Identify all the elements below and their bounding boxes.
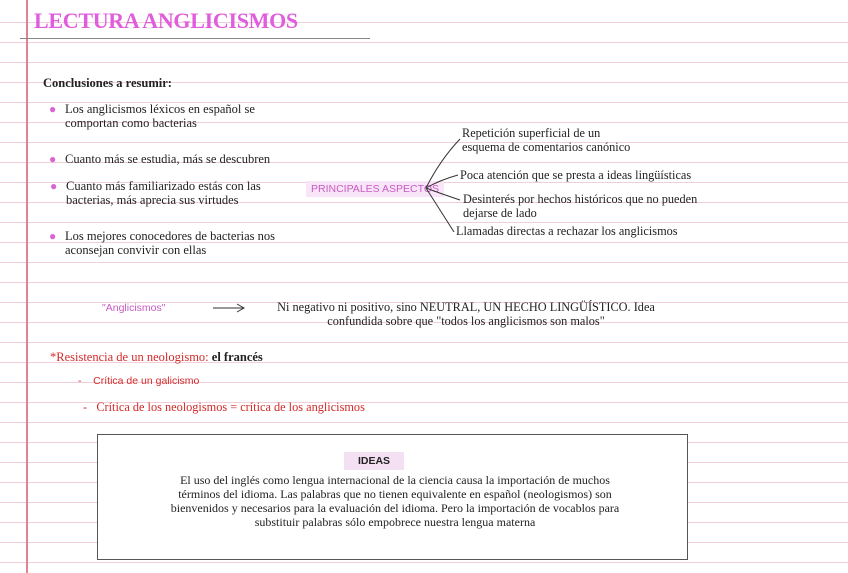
resistance-heading (50, 350, 263, 364)
conclusions-heading: Conclusiones a resumir: (43, 76, 172, 90)
definition-line: confundida sobre que "todos los anglicismos son malos" (327, 314, 605, 328)
bullet-dot-icon: ● (50, 179, 58, 193)
ideas-line: términos del idioma. Las palabras que no tienen equivalente en español (neologismos) son (178, 487, 612, 501)
ideas-label: IDEAS (344, 452, 404, 470)
ideas-line: El uso del inglés como lengua internacional de la ciencia causa la importación de muchos (180, 473, 610, 487)
aspect-line: Repetición superficial de un (462, 126, 601, 140)
conclusion-line: Los mejores conocedores de bacterias nos (65, 229, 275, 243)
definition-line: Ni negativo ni positivo, sino NEUTRAL, UN HECHO LINGÜÍSTICO. Idea (277, 300, 655, 314)
ideas-line: substituir palabras sólo empobrece nuestra lengua materna (254, 515, 536, 529)
resistance-heading-bold: el francés (211, 350, 263, 364)
bullet-dot-icon: ● (49, 152, 57, 166)
page-title: LECTURA ANGLICISMOS (34, 8, 298, 33)
conclusion-line: Los anglicismos léxicos en español se (65, 102, 255, 116)
aspect-branch (462, 126, 630, 154)
aspect-line: dejarse de lado (463, 206, 537, 220)
anglicismos-label: "Anglicismos" (102, 302, 166, 314)
bullet-dot-icon: ● (49, 102, 57, 116)
bullet-dot-icon: ● (49, 229, 57, 243)
conclusion-line: aconsejan convivir con ellas (65, 243, 207, 257)
aspect-branch (463, 192, 697, 220)
resistance-heading-text: *Resistencia de un neologismo: (50, 350, 209, 364)
aspect-line: Poca atención que se presta a ideas lingüísticas (460, 168, 692, 182)
resistance-sub-item: - Crítica de un galicismo (78, 375, 200, 387)
conclusion-line: bacterias, más aprecia sus virtudes (66, 193, 239, 207)
conclusion-line: Cuanto más familiarizado estás con las (66, 179, 261, 193)
resistance-sub-item: - Crítica de los neologismos = crítica de los anglicismos (83, 400, 365, 414)
aspect-branch (460, 168, 691, 182)
principal-aspects-label: PRINCIPALES ASPECTOS (306, 181, 444, 197)
aspect-line: Desinterés por hechos históricos que no pueden (463, 192, 698, 206)
anglicismos-definition (266, 300, 666, 328)
conclusion-line: comportan como bacterias (65, 116, 197, 130)
ideas-line: bienvenidos y necesarios para la evaluación del idioma. Pero la importación de vocablos para (170, 501, 620, 515)
ideas-paragraph (140, 473, 650, 529)
aspect-branch (456, 224, 678, 238)
conclusion-line: Cuanto más se estudia, más se descubren (65, 152, 271, 166)
aspect-line: Llamadas directas a rechazar los anglicismos (456, 224, 678, 238)
aspect-line: esquema de comentarios canónico (462, 140, 631, 154)
